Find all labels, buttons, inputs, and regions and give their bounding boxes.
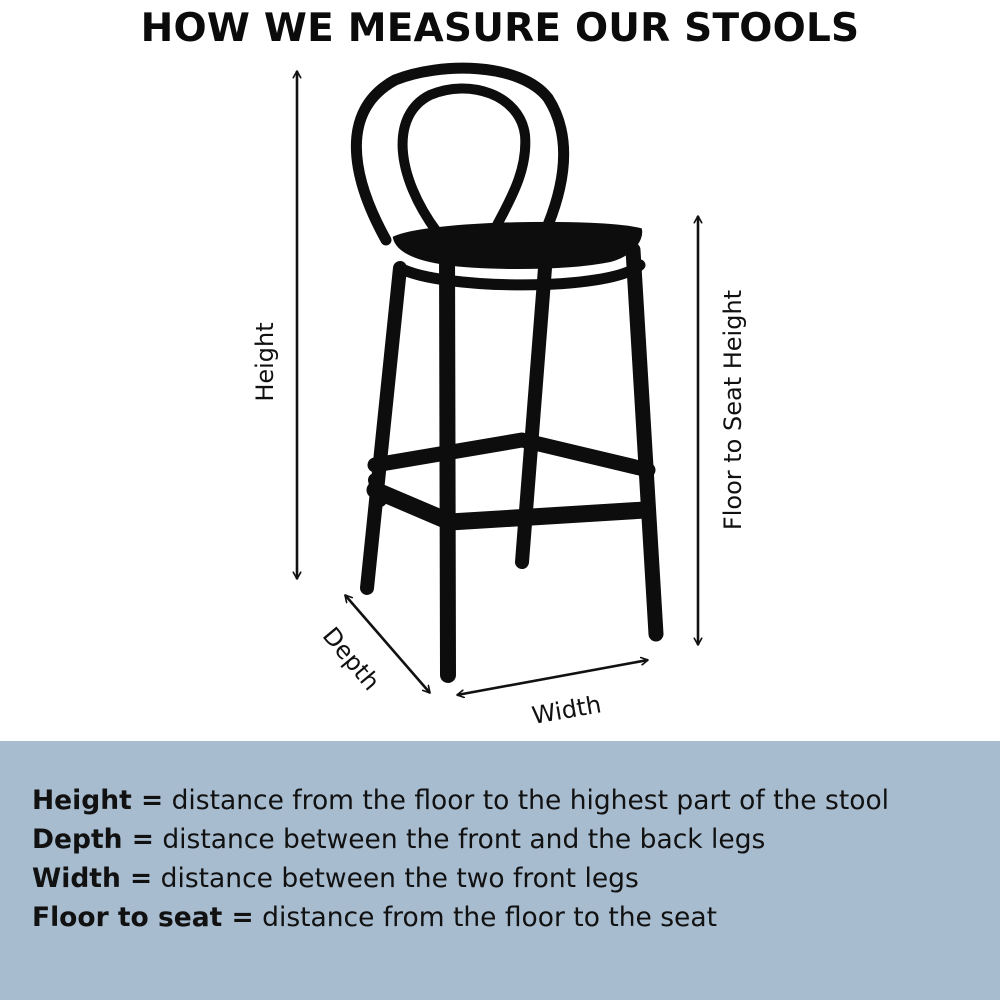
depth-label: Depth [316,621,386,696]
page-title: HOW WE MEASURE OUR STOOLS [140,6,860,51]
definition-text: distance between the two front legs [152,863,639,894]
definition-height [32,781,1000,820]
stool-seat [395,224,640,267]
definition-width [32,859,1000,898]
definition-floor-to-seat [32,898,1000,937]
bar-stool-illustration [356,68,656,675]
width-label: Width [529,690,604,730]
floor-to-seat-label: Floor to Seat Height [719,289,747,531]
definition-text: distance from the floor to the highest part of the stool [163,785,890,816]
width-arrow [457,660,648,695]
definition-term: Height = [32,785,164,816]
definition-depth [32,820,1000,859]
definition-text: distance between the front and the back legs [153,824,766,855]
definition-text: distance from the floor to the seat [253,902,717,933]
definitions-panel [0,741,1000,1000]
definition-term: Floor to seat = [32,902,254,933]
definition-term: Width = [32,863,153,894]
definition-term: Depth = [32,824,154,855]
height-label: Height [251,322,279,402]
